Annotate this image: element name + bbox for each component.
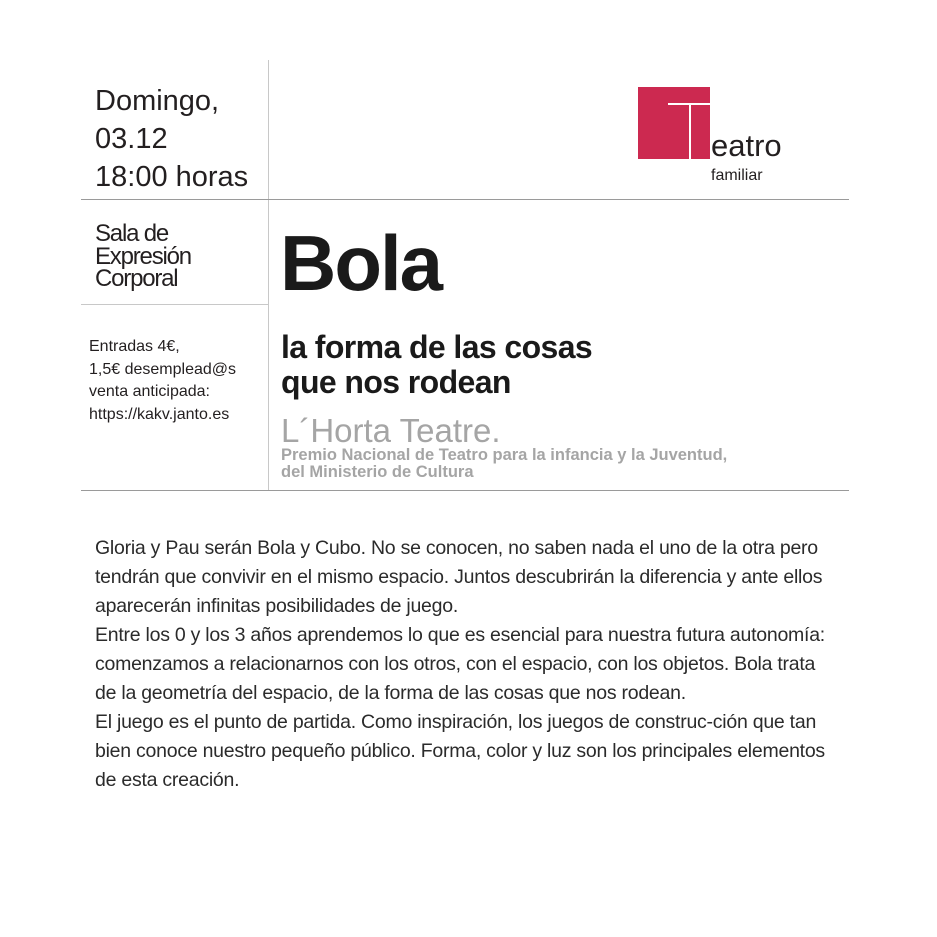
logo-square: [638, 87, 710, 159]
venue-line: Corporal: [95, 265, 178, 292]
event-date: [95, 82, 248, 196]
description-paragraph: Entre los 0 y los 3 años aprendemos lo que es esencial para nuestra futura autonomía: comenzamos a relacionarnos con los otros, con el espacio, con los objetos. Bola trata de la geometría del espacio, de la forma de las cosas que nos rodean.: [95, 624, 825, 704]
logo-word: eatro: [711, 128, 782, 163]
venue-line: Expresión: [95, 242, 191, 270]
header-divider-right: [268, 199, 849, 200]
event-venue: [95, 220, 191, 292]
description-paragraph: El juego es el punto de partida. Como inspiración, los juegos de construc-ción que tan bien conoce nuestro pequeño público. Forma, color y luz son los principales elementos de esta creación.: [95, 711, 825, 791]
ticket-url: https://kakv.janto.es: [89, 405, 230, 423]
ticket-line: venta anticipada:: [89, 383, 210, 400]
info-bottom-divider: [81, 490, 849, 491]
show-description: [95, 534, 830, 795]
award-line: Premio Nacional de Teatro para la infancia y la Juventud,: [281, 446, 728, 464]
award-line: del Ministerio de Cultura: [281, 463, 474, 481]
date-line-date: 03.12: [95, 123, 168, 155]
subtitle-line: que nos rodean: [281, 364, 511, 400]
description-paragraph: Gloria y Pau serán Bola y Cubo. No se conocen, no saben nada el uno de la otra pero tendrán que convivir en el mismo espacio. Juntos descubrirán la diferencia y ante ellos aparecerán infinitas posibilidades de juego.: [95, 537, 823, 617]
column-divider: [268, 60, 269, 490]
logo-t-stem: [689, 103, 691, 159]
ticket-line: 1,5€ desemplead@s: [89, 360, 236, 378]
date-line-time: 18:00 horas: [95, 161, 249, 193]
venue-line: Sala de: [95, 220, 168, 247]
logo-t-bar: [668, 103, 714, 105]
award-note: [281, 447, 727, 481]
company-name: L´Horta Teatre.: [281, 412, 501, 449]
subtitle-line: la forma de las cosas: [281, 329, 593, 365]
teatro-familiar-logo: [638, 87, 790, 187]
show-subtitle: [281, 330, 592, 400]
header-divider-left: [81, 199, 269, 200]
venue-divider: [81, 304, 269, 305]
date-line-day: Domingo,: [95, 85, 220, 117]
ticket-info: [89, 336, 236, 426]
ticket-line: Entradas 4€,: [89, 338, 180, 355]
show-title: Bola: [280, 219, 442, 307]
logo-subtitle: familiar: [711, 167, 763, 184]
